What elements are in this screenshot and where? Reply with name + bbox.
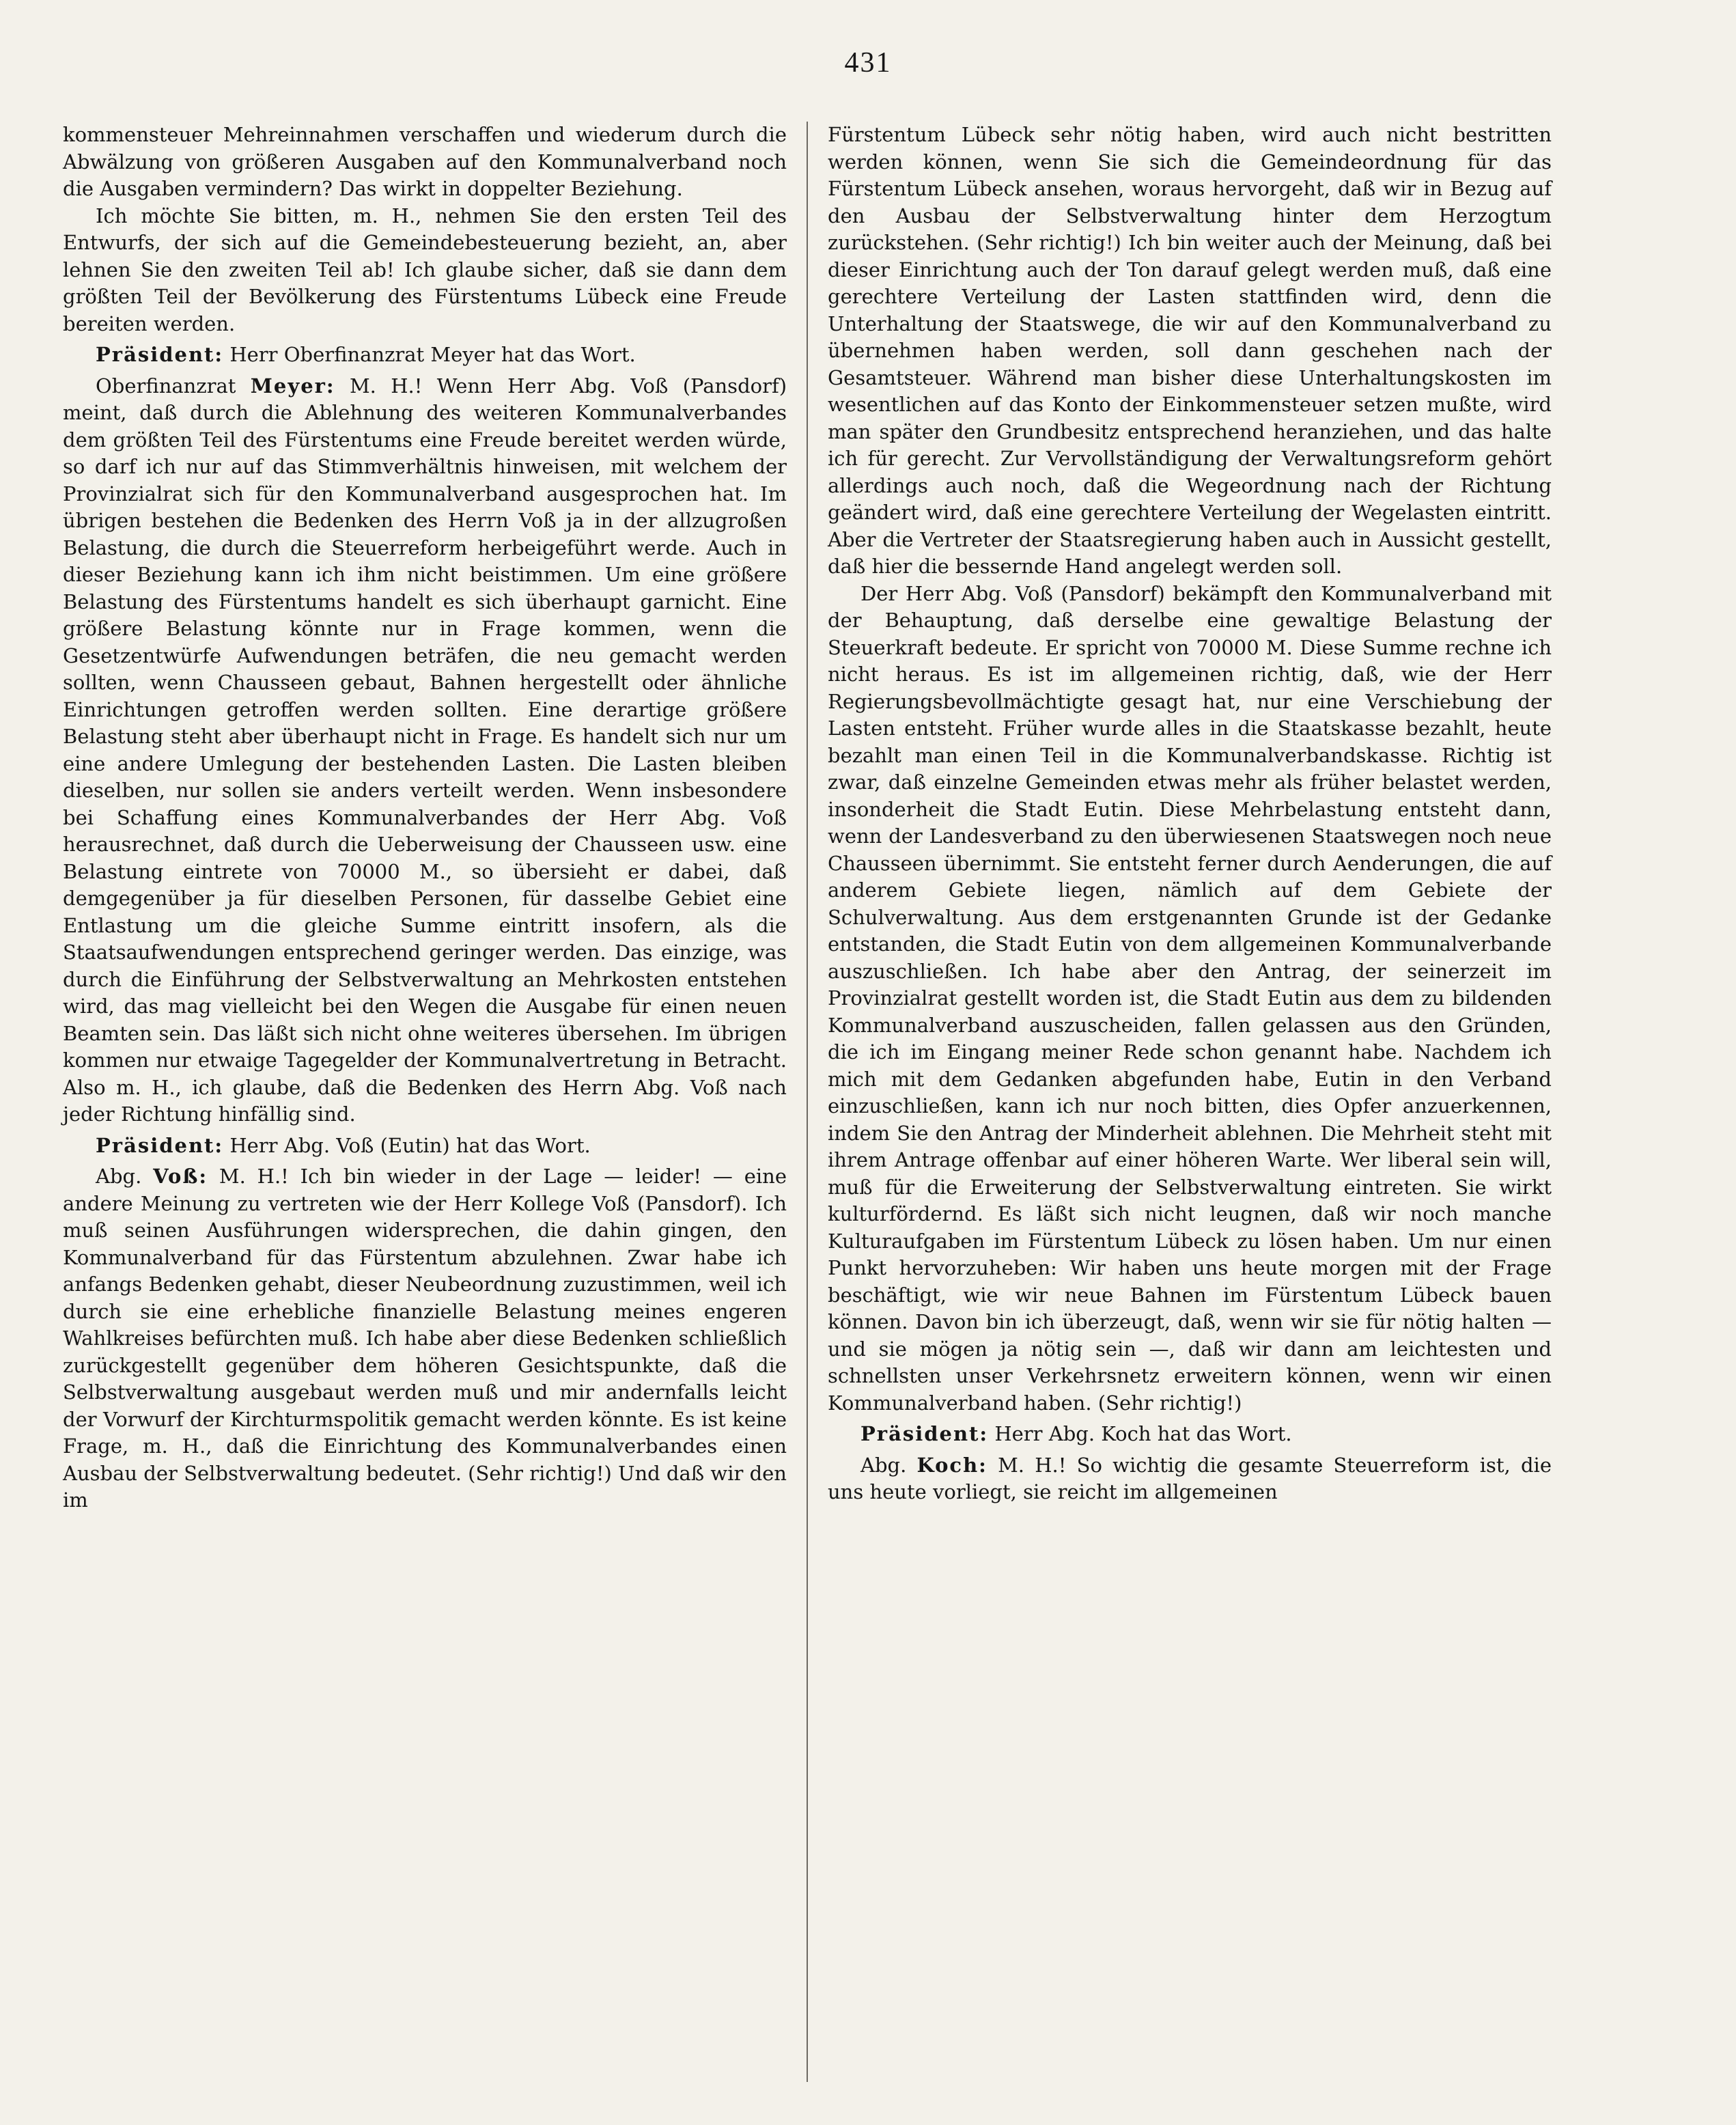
speech-text: M. H.! So wichtig die gesamte Steuerreform ist, die uns heute vorliegt, sie reicht im allgemeinen <box>828 1453 1552 1503</box>
paragraph: Fürstentum Lübeck sehr nötig haben, wird auch nicht bestritten werden können, wenn Sie sich die Gemeindeordnung für das Fürstentum Lübeck ansehen, woraus hervorgeht, daß wir in Bezug auf den Ausbau der Selbstverwaltung hinter dem Herzogtum zurückstehen. (Sehr richtig!) Ich bin weiter auch der Meinung, daß bei dieser Einrichtung auch der Ton darauf gelegt werden muß, daß eine gerechtere Verteilung der Lasten stattfinden wird, denn die Unterhaltung der Staatswege, die wir auf den Kommunalverband zu übernehmen haben werden, soll dann geschehen nach der Gesamtsteuer. Während man bisher diese Unterhaltungskosten im wesentlichen auf das Konto der Einkommensteuer setzen mußte, wird man später den Grundbesitz entsprechend heranziehen, und das halte ich für gerecht. Zur Vervollständigung der Verwaltungsreform gehört allerdings auch noch, daß die Wegeordnung nach der Richtung geändert wird, daß eine gerechtere Verteilung der Wegelasten eintritt. Aber die Vertreter der Staatsregierung haben auch in Aussicht gestellt, daß hier die bessernde Hand angelegt werden soll. <box>828 123 1552 578</box>
speaker-name: Meyer: <box>250 374 335 398</box>
speech-paragraph <box>63 342 787 369</box>
speech-text: M. H.! Ich bin wieder in der Lage — leider! — eine andere Meinung zu vertreten wie der Herr Kollege Voß (Pansdorf). Ich muß seinen Ausführungen widersprechen, die dahin gingen, den Kommunalverband für das Fürstentum abzulehnen. Zwar habe ich anfangs Bedenken gehabt, dieser Neubeordnung zuzustimmen, weil ich durch sie eine erhebliche finanzielle Belastung meines engeren Wahlkreises befürchten muß. Ich habe aber diese Bedenken schließlich zurückgestellt gegenüber dem höheren Gesichtspunkte, daß die Selbstverwaltung ausgebaut werden muß und mir andernfalls leicht der Vorwurf der Kirchturmspolitik gemacht werden könnte. Es ist keine Frage, m. H., daß die Einrichtung des Kommunalverbandes einen Ausbau der Selbstverwaltung bedeutet. (Sehr richtig!) Und daß wir den im <box>63 1165 787 1512</box>
speech-paragraph <box>63 1133 787 1160</box>
speaker-name: Präsident: <box>96 343 224 366</box>
speaker-name: Voß: <box>153 1165 208 1188</box>
speech-text: Herr Abg. Koch hat das Wort. <box>988 1422 1292 1445</box>
speech-text: Herr Abg. Voß (Eutin) hat das Wort. <box>223 1133 591 1157</box>
speech-text: M. H.! Wenn Herr Abg. Voß (Pansdorf) meint, daß durch die Ablehnung des weiteren Kommunalverbandes dem größten Teil des Fürstentums eine Freude bereitet werden würde, so darf ich nur auf das Stimmverhältnis hinweisen, mit welchem der Provinzialrat sich für den Kommunalverband ausgesprochen hat. Im übrigen bestehen die Bedenken des Herrn Voß ja in der allzugroßen Belastung, die durch die Steuerreform herbeigeführt werde. Auch in dieser Beziehung kann ich ihm nicht beistimmen. Um eine größere Belastung des Fürstentums handelt es sich überhaupt garnicht. Eine größere Belastung könnte nur in Frage kommen, wenn die Gesetzentwürfe Aufwendungen beträfen, die neu gemacht werden sollten, wenn Chausseen gebaut, Bahnen hergestellt oder ähnliche Einrichtungen getroffen werden sollten. Eine derartige größere Belastung steht aber überhaupt nicht in Frage. Es handelt sich nur um eine andere Umlegung der bestehenden Lasten. Die Lasten bleiben dieselben, nur sollen sie anders verteilt werden. Wenn insbesondere bei Schaffung eines Kommunalverbandes der Herr Abg. Voß herausrechnet, daß durch die Ueberweisung der Chausseen usw. eine Belastung eintrete von 70000 M., so übersieht er dabei, daß demgegenüber ja für dieselben Personen, für dasselbe Gebiet eine Entlastung um die gleiche Summe eintritt insofern, als die Staatsaufwendungen entsprechend geringer werden. Das einzige, was durch die Einführung der Selbstverwaltung an Mehrkosten entstehen wird, das mag vielleicht bei den Wegen die Ausgabe für einen neuen Beamten sein. Das läßt sich nicht ohne weiteres übersehen. Im übrigen kommen nur etwaige Tagegelder der Kommunalvertretung in Betracht. Also m. H., ich glaube, daß die Bedenken des Herrn Abg. Voß nach jeder Richtung hinfällig sind. <box>63 374 787 1126</box>
paragraph: kommensteuer Mehreinnahmen verschaffen und wiederum durch die Abwälzung von größeren Ausgaben auf den Kommunalverband noch die Ausgaben vermindern? Das wirkt in doppelter Beziehung. <box>63 123 787 200</box>
column-divider <box>807 122 808 2082</box>
speech-text: Herr Oberfinanzrat Meyer hat das Wort. <box>223 343 636 366</box>
left-column <box>63 122 787 1514</box>
speaker-name: Präsident: <box>96 1133 224 1157</box>
speech-paragraph <box>63 373 787 1128</box>
speech-paragraph <box>828 1421 1552 1448</box>
paragraph: Ich möchte Sie bitten, m. H., nehmen Sie den ersten Teil des Entwurfs, der sich auf die Gemeindebesteuerung bezieht, an, aber lehnen Sie den zweiten Teil ab! Ich glaube sicher, daß sie dann dem größten Teil der Bevölkerung des Fürstentums Lübeck eine Freude bereiten werden. <box>63 204 787 335</box>
speaker-title: Oberfinanzrat <box>96 374 251 398</box>
speech-paragraph <box>828 1452 1552 1506</box>
speech-paragraph <box>63 1163 787 1514</box>
speaker-title: Abg. <box>96 1165 154 1188</box>
speaker-name: Koch: <box>916 1453 988 1477</box>
page-number: 431 <box>844 47 892 79</box>
speaker-name: Präsident: <box>860 1422 989 1445</box>
paragraph: Der Herr Abg. Voß (Pansdorf) bekämpft den Kommunalverband mit der Behauptung, daß derselbe eine gewaltige Belastung der Steuerkraft bedeute. Er spricht von 70000 M. Diese Summe rechne ich nicht heraus. Es ist im allgemeinen richtig, daß, wie der Herr Regierungsbevollmächtigte gesagt hat, nur eine Verschiebung der Lasten entsteht. Früher wurde alles in die Staatskasse bezahlt, heute bezahlt man einen Teil in die Kommunalverbandskasse. Richtig ist zwar, daß einzelne Gemeinden etwas mehr als früher belastet werden, insonderheit die Stadt Eutin. Diese Mehrbelastung entsteht dann, wenn der Landesverband zu den überwiesenen Staatswegen noch neue Chausseen übernimmt. Sie entsteht ferner durch Aenderungen, die auf anderem Gebiete liegen, nämlich auf dem Gebiete der Schulverwaltung. Aus dem erstgenannten Grunde ist der Gedanke entstanden, die Stadt Eutin von dem allgemeinen Kommunalverbande auszuschließen. Ich habe aber den Antrag, der seinerzeit im Provinzialrat gestellt worden ist, die Stadt Eutin aus dem zu bildenden Kommunalverband auszuscheiden, fallen gelassen aus den Gründen, die ich im Eingang meiner Rede schon genannt habe. Nachdem ich mich mit dem Gedanken abgefunden habe, Eutin in den Verband einzuschließen, kann ich nur noch bitten, dies Opfer anzuerkennen, indem Sie den Antrag der Minderheit ablehnen. Die Mehrheit steht mit ihrem Antrage offenbar auf einer höheren Warte. Wer liberal sein will, muß für die Erweiterung der Selbstverwaltung eintreten. Sie wirkt kulturfördernd. Es läßt sich nicht leugnen, daß wir noch manche Kulturaufgaben im Fürstentum Lübeck zu lösen haben. Um nur einen Punkt hervorzuheben: Wir haben uns heute morgen mit der Frage beschäftigt, wie wir neue Bahnen im Fürstentum Lübeck bauen können. Davon bin ich überzeugt, daß, wenn wir sie für nötig halten — und sie mögen ja nötig sein —, daß wir dann am leichtesten und schnellsten unser Verkehrsnetz erweitern können, wenn wir einen Kommunalverband haben. (Sehr richtig!) <box>828 581 1552 1415</box>
right-column <box>828 122 1552 1506</box>
speaker-title: Abg. <box>860 1453 917 1477</box>
